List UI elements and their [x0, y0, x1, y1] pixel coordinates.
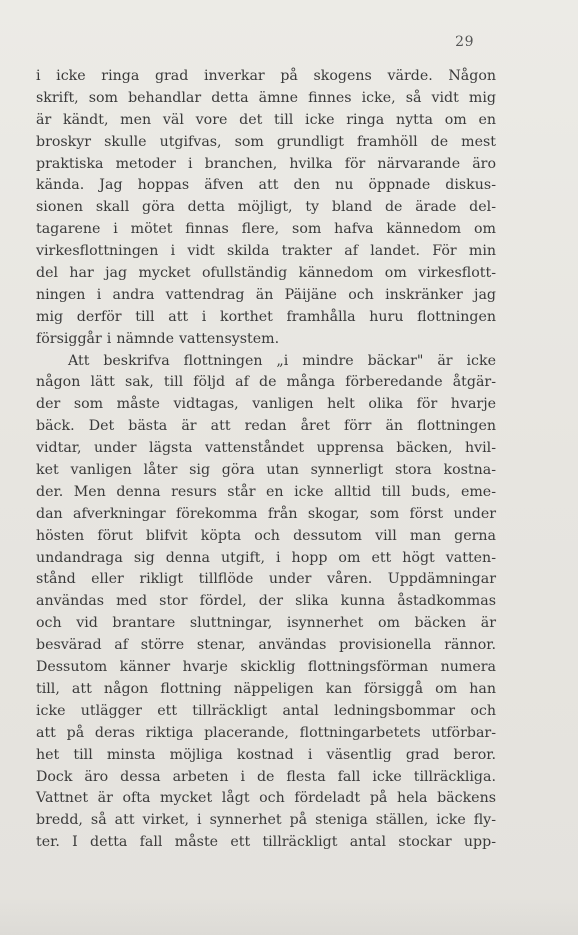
text-line: der. Men denna resurs står en icke alltid till buds, eme- [36, 483, 496, 500]
text-line: undandraga sig denna utgift, i hopp om ett högt vatten- [36, 549, 496, 566]
text-line: användas med stor fördel, der slika kunna åstadkommas [36, 593, 496, 610]
text-line: i icke ringa grad inverkar på skogens värde. Någon [36, 68, 496, 84]
text-line: är kändt, men väl vore det till icke ringa nytta om en [36, 111, 496, 128]
text-line: skrift, som behandlar detta ämne finnes icke, så vidt mig [36, 89, 496, 106]
text-line: vidtar, under lägsta vattenståndet upprensa bäcken, hvil- [36, 440, 496, 457]
text-line: ket vanligen låter sig göra utan synnerligt stora kostna- [36, 462, 496, 479]
text-line: mig derför till att i korthet framhålla huru flottningen [36, 308, 496, 325]
text-line: Att beskrifva flottningen „i mindre bäckar" är icke [68, 352, 496, 369]
text-line: någon lätt sak, till följd af de många förberedande åtgär- [36, 374, 496, 391]
text-line: bäck. Det bästa är att redan året förr än flottningen [36, 418, 496, 435]
text-line: broskyr skulle utgifvas, som grundligt framhöll de mest [36, 133, 496, 150]
text-line: Dessutom känner hvarje skicklig flottningsförman numera [36, 659, 496, 676]
text-line: tagarene i mötet finnas flere, som hafva kännedom om [36, 221, 496, 238]
text-line: virkesflottningen i vidt skilda trakter af landet. För min [36, 243, 496, 260]
text-line: att på deras riktiga placerande, flottningarbetets utförbar- [36, 724, 496, 741]
text-line: der som måste vidtagas, vanligen helt olika för hvarje [36, 396, 496, 413]
text-line: het till minsta möjliga kostnad i väsentlig grad beror. [36, 746, 496, 763]
page-shadow [0, 895, 578, 935]
text-line: del har jag mycket ofullständig kännedom om virkesflott- [36, 265, 496, 282]
text-line: bredd, så att virket, i synnerhet på steniga ställen, icke fly- [36, 812, 496, 829]
text-line: stånd eller rikligt tillflöde under våren. Uppdämningar [36, 571, 496, 588]
text-line: hösten förut blifvit köpta och dessutom vill man gerna [36, 527, 496, 544]
text-line: Dock äro dessa arbeten i de flesta fall icke tillräckliga. [36, 768, 496, 785]
text-line: och vid brantare sluttningar, isynnerhet om bäcken är [36, 615, 496, 632]
text-line: till, att någon flottning näppeligen kan försiggå om han [36, 680, 496, 697]
text-line: Vattnet är ofta mycket lågt och fördeladt på hela bäckens [36, 790, 496, 807]
text-line: dan afverkningar förekomma från skogar, som först under [36, 505, 496, 522]
text-line: ningen i andra vattendrag än Päijäne och inskränker jag [36, 286, 496, 303]
text-line: besvärad af större stenar, användas provisionella rännor. [36, 637, 496, 654]
text-line: kända. Jag hoppas äfven att den nu öppnade diskus- [36, 177, 496, 194]
text-line: försiggår i nämnde vattensystem. [36, 330, 280, 347]
text-line: icke utlägger ett tillräckligt antal ledningsbommar och [36, 702, 496, 719]
body-text [36, 66, 496, 854]
text-line: praktiska metoder i branchen, hvilka för närvarande äro [36, 155, 496, 172]
page-number: 29 [455, 34, 474, 50]
text-line: ter. I detta fall måste ett tillräckligt antal stockar upp- [36, 834, 496, 851]
text-line: sionen skall göra detta möjligt, ty bland de ärade del- [36, 199, 496, 216]
